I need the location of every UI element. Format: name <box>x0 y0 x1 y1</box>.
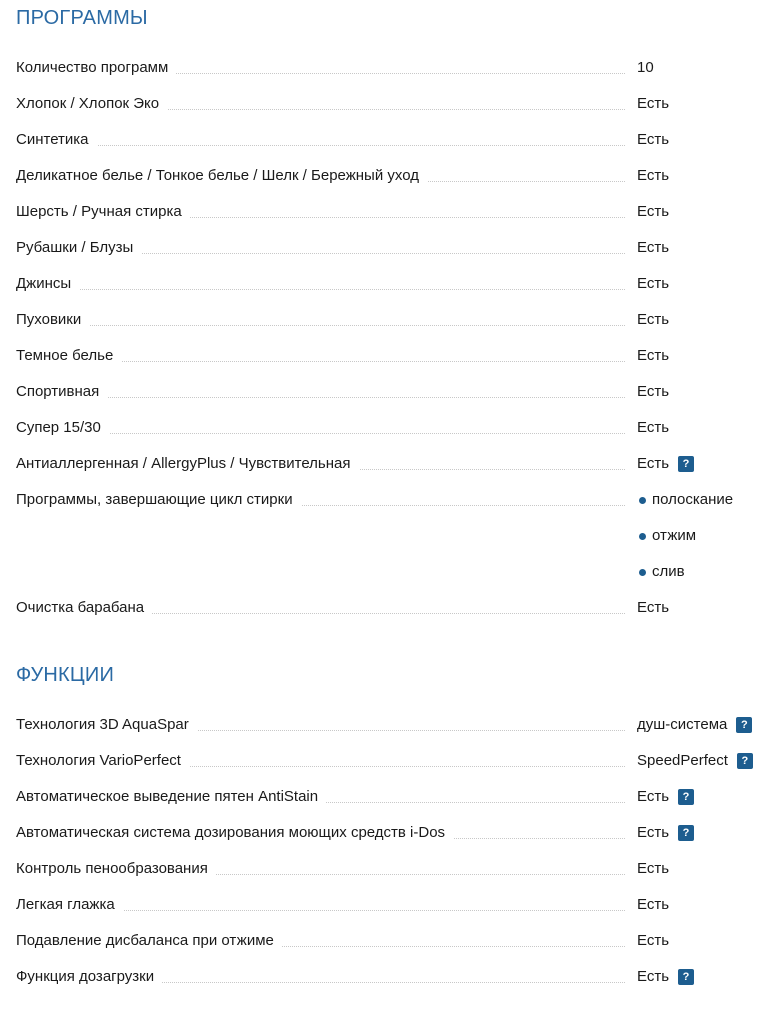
help-icon[interactable]: ? <box>736 717 752 733</box>
spec-bullet-text: слив <box>652 563 685 580</box>
spec-row <box>16 92 756 116</box>
spec-label: Рубашки / Блузы <box>16 236 141 260</box>
spec-row <box>16 893 756 917</box>
spec-label: Количество программ <box>16 56 176 80</box>
spec-value-text: Есть <box>637 275 670 292</box>
spec-value-text: Есть <box>637 383 670 400</box>
spec-value <box>637 821 694 845</box>
spec-bullet-item <box>637 488 733 512</box>
spec-label: Автоматическое выведение пятен AntiStain <box>16 785 326 809</box>
spec-label: Хлопок / Хлопок Эко <box>16 92 167 116</box>
leader-dots <box>16 325 625 326</box>
spec-value <box>637 344 669 368</box>
help-icon[interactable]: ? <box>678 969 694 985</box>
spec-label: Технология 3D AquaSpar <box>16 713 197 737</box>
spec-value <box>637 308 669 332</box>
spec-label: Темное белье <box>16 344 121 368</box>
spec-label: Джинсы <box>16 272 79 296</box>
spec-label: Очистка барабана <box>16 596 152 620</box>
help-icon[interactable]: ? <box>678 825 694 841</box>
spec-row <box>16 164 756 188</box>
spec-row <box>16 713 756 737</box>
spec-value-text: Есть <box>637 896 670 913</box>
spec-label: Подавление дисбаланса при отжиме <box>16 929 282 953</box>
spec-label: Легкая глажка <box>16 893 123 917</box>
spec-value <box>637 749 753 773</box>
spec-label: Супер 15/30 <box>16 416 109 440</box>
spec-label: Шерсть / Ручная стирка <box>16 200 190 224</box>
spec-label: Технология VarioPerfect <box>16 749 189 773</box>
spec-bullet-text: полоскание <box>652 491 734 508</box>
spec-value <box>637 929 669 953</box>
spec-value-text: Есть <box>637 932 670 949</box>
spec-value <box>637 380 669 404</box>
spec-label: Антиаллергенная / AllergyPlus / Чувствительная <box>16 452 359 476</box>
spec-value-text: Есть <box>637 599 670 616</box>
bullet-icon <box>639 569 646 576</box>
spec-value-text: Есть <box>637 968 670 985</box>
spec-value-text: Есть <box>637 419 670 436</box>
spec-value <box>637 893 669 917</box>
spec-row <box>16 821 756 845</box>
spec-value <box>637 785 694 809</box>
spec-value <box>637 713 752 737</box>
spec-row <box>16 344 756 368</box>
spec-value <box>637 92 669 116</box>
leader-dots <box>16 145 625 146</box>
spec-value <box>637 857 669 881</box>
help-icon[interactable]: ? <box>678 789 694 805</box>
leader-dots <box>16 397 625 398</box>
help-icon[interactable]: ? <box>678 456 694 472</box>
spec-row <box>16 452 756 476</box>
spec-value <box>637 164 669 188</box>
spec-value <box>637 452 694 476</box>
spec-value-text: Есть <box>637 347 670 364</box>
spec-value <box>637 965 694 989</box>
spec-value-text: Есть <box>637 167 670 184</box>
spec-value-text: Есть <box>637 824 670 841</box>
spec-value-text: Есть <box>637 311 670 328</box>
spec-bullet-text: отжим <box>652 527 697 544</box>
spec-row <box>16 965 756 989</box>
spec-row <box>16 236 756 260</box>
spec-value-text: Есть <box>637 131 670 148</box>
spec-bullet-item <box>637 560 685 584</box>
spec-value-text: SpeedPerfect <box>637 752 728 769</box>
spec-label: Автоматическая система дозирования моющих средств i-Dos <box>16 821 453 845</box>
spec-value-text: 10 <box>637 59 654 76</box>
spec-label: Контроль пенообразования <box>16 857 216 881</box>
spec-row <box>16 200 756 224</box>
spec-bullet-item <box>637 524 696 548</box>
section-title: ФУНКЦИИ <box>16 664 115 686</box>
spec-row <box>16 785 756 809</box>
spec-label: Программы, завершающие цикл стирки <box>16 488 301 512</box>
spec-row <box>16 596 756 620</box>
spec-value <box>637 272 669 296</box>
spec-label: Функция дозагрузки <box>16 965 162 989</box>
section-title: ПРОГРАММЫ <box>16 7 148 29</box>
spec-row <box>16 857 756 881</box>
spec-value-text: Есть <box>637 455 670 472</box>
spec-label: Деликатное белье / Тонкое белье / Шелк / Бережный уход <box>16 164 427 188</box>
spec-label: Пуховики <box>16 308 89 332</box>
spec-row <box>16 56 756 80</box>
spec-value <box>637 596 669 620</box>
spec-value-text: Есть <box>637 788 670 805</box>
spec-value-text: Есть <box>637 95 670 112</box>
spec-label: Синтетика <box>16 128 97 152</box>
spec-row <box>16 929 756 953</box>
bullet-icon <box>639 533 646 540</box>
spec-label: Спортивная <box>16 380 107 404</box>
spec-value <box>637 416 669 440</box>
spec-value-text: Есть <box>637 203 670 220</box>
spec-row <box>16 416 756 440</box>
spec-value-text: душ-система <box>637 716 728 733</box>
help-icon[interactable]: ? <box>737 753 753 769</box>
spec-value-text: Есть <box>637 860 670 877</box>
leader-dots <box>16 289 625 290</box>
spec-row <box>16 308 756 332</box>
spec-row <box>16 749 756 773</box>
spec-row <box>16 488 756 580</box>
spec-row <box>16 380 756 404</box>
spec-value-text: Есть <box>637 239 670 256</box>
spec-value <box>637 236 669 260</box>
spec-value <box>637 56 654 80</box>
bullet-icon <box>639 497 646 504</box>
spec-value <box>637 200 669 224</box>
spec-row <box>16 272 756 296</box>
spec-value <box>637 128 669 152</box>
spec-row <box>16 128 756 152</box>
